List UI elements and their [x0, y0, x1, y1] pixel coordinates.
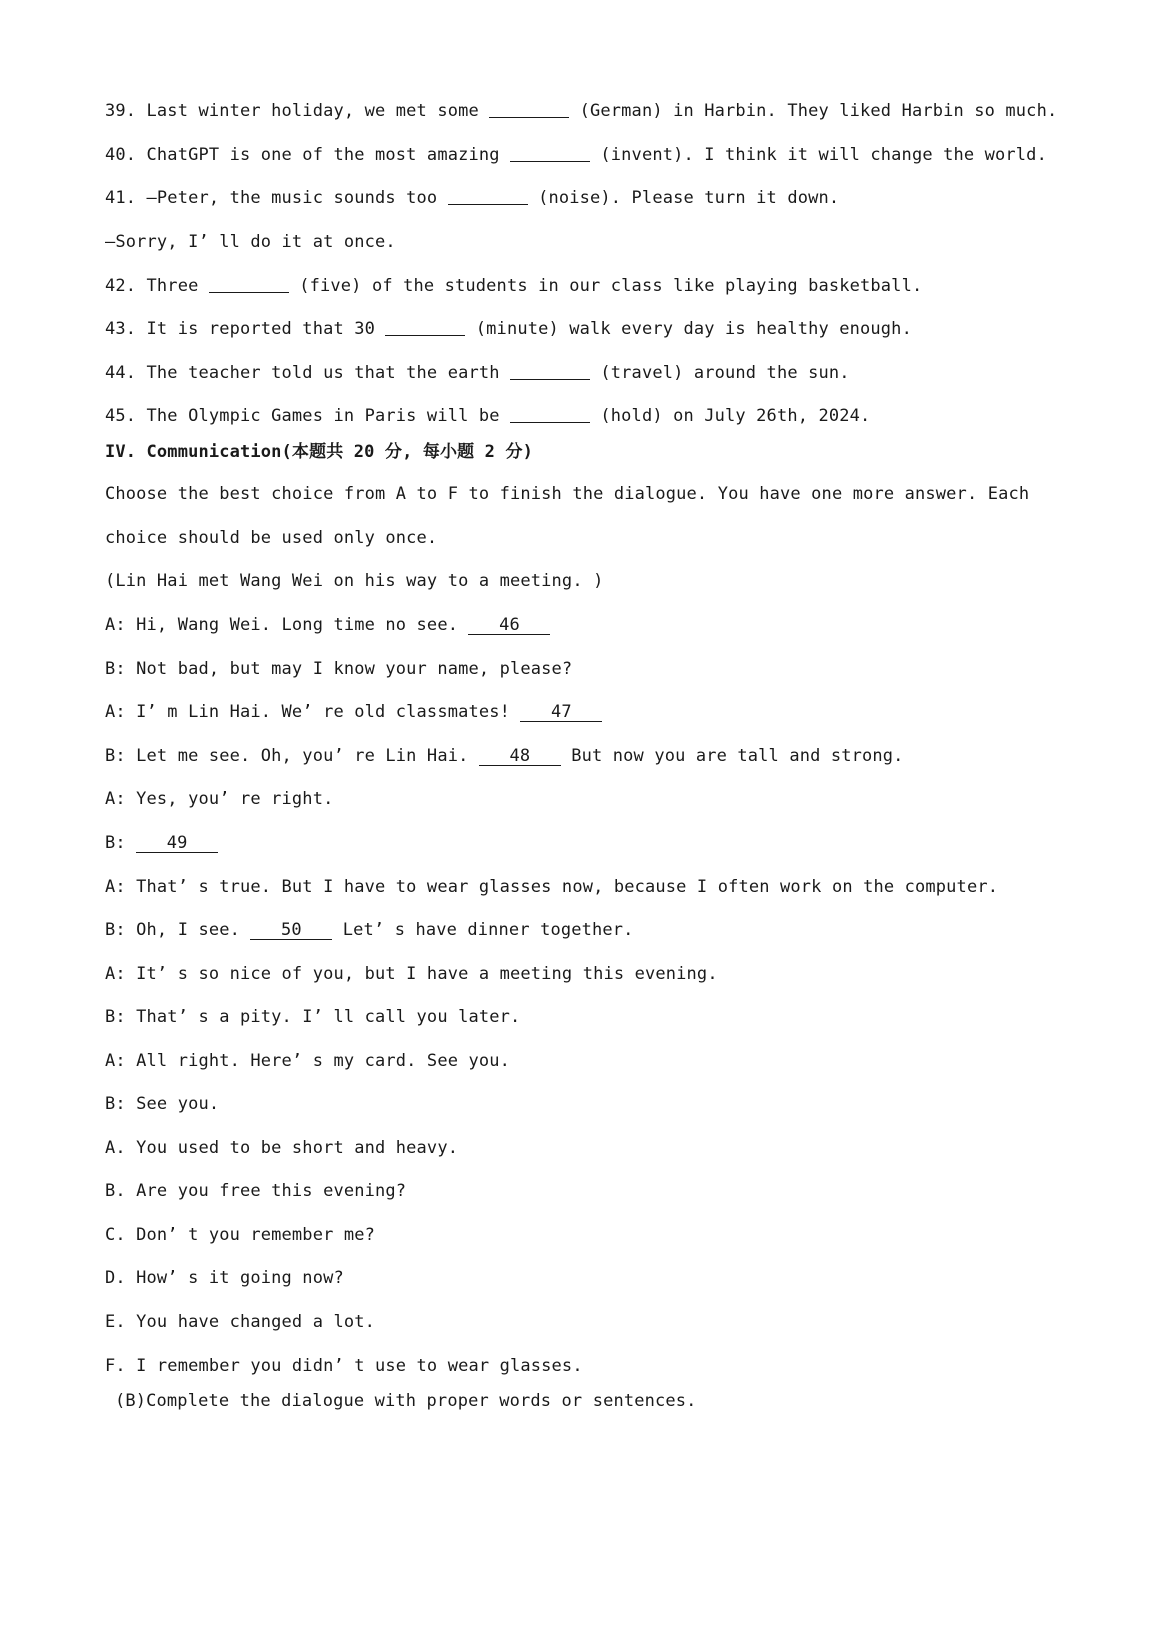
- answer-blank-42[interactable]: [209, 276, 289, 293]
- option-f: F. I remember you didn’ t use to wear glasses.: [105, 1356, 583, 1376]
- answer-blank-40[interactable]: [510, 145, 590, 162]
- answer-blank-48[interactable]: 48: [479, 747, 561, 766]
- instruction-line-2: choice should be used only once.: [105, 528, 438, 548]
- dialogue-line: B: Oh, I see. 50 Let’ s have dinner together.: [105, 920, 634, 940]
- option-d: D. How’ s it going now?: [105, 1268, 344, 1288]
- dialogue-line: A: It’ s so nice of you, but I have a meeting this evening.: [105, 964, 718, 984]
- question-39: 39. Last winter holiday, we met some (German) in Harbin. They liked Harbin so much.: [105, 101, 1058, 121]
- dialogue-line: A: All right. Here’ s my card. See you.: [105, 1051, 511, 1071]
- question-41-reply: —Sorry, I’ ll do it at once.: [105, 232, 396, 252]
- question-44: 44. The teacher told us that the earth (travel) around the sun.: [105, 363, 850, 383]
- dialogue-line: B: Not bad, but may I know your name, please?: [105, 659, 573, 679]
- answer-blank-43[interactable]: [385, 319, 465, 336]
- question-45: 45. The Olympic Games in Paris will be (hold) on July 26th, 2024.: [105, 406, 871, 426]
- dialogue-line: A: Hi, Wang Wei. Long time no see. 46: [105, 614, 550, 636]
- dialogue-context: (Lin Hai met Wang Wei on his way to a meeting. ): [105, 571, 604, 591]
- question-42: 42. Three (five) of the students in our class like playing basketball.: [105, 276, 923, 296]
- option-e: E. You have changed a lot.: [105, 1312, 376, 1332]
- dialogue-line: A: That’ s true. But I have to wear glasses now, because I often work on the computer.: [105, 877, 999, 897]
- answer-blank-46[interactable]: 46: [468, 616, 550, 635]
- question-41: 41. —Peter, the music sounds too (noise). Please turn it down.: [105, 188, 840, 208]
- answer-blank-49[interactable]: 49: [136, 834, 218, 853]
- option-a: A. You used to be short and heavy.: [105, 1138, 459, 1158]
- dialogue-line: A: Yes, you’ re right.: [105, 789, 334, 809]
- question-43: 43. It is reported that 30 (minute) walk every day is healthy enough.: [105, 319, 912, 339]
- dialogue-line: B: Let me see. Oh, you’ re Lin Hai. 48 But now you are tall and strong.: [105, 746, 904, 766]
- instruction-line-1: Choose the best choice from A to F to finish the dialogue. You have one more answer. Each: [105, 484, 1030, 504]
- answer-blank-47[interactable]: 47: [520, 703, 602, 722]
- answer-blank-50[interactable]: 50: [250, 921, 332, 940]
- dialogue-line: A: I’ m Lin Hai. We’ re old classmates! 47: [105, 701, 602, 723]
- option-b: B. Are you free this evening?: [105, 1181, 407, 1201]
- dialogue-line: B: That’ s a pity. I’ ll call you later.: [105, 1007, 521, 1027]
- answer-blank-44[interactable]: [510, 363, 590, 380]
- option-c: C. Don’ t you remember me?: [105, 1225, 376, 1245]
- part-b-heading: (B)Complete the dialogue with proper words or sentences.: [115, 1391, 697, 1411]
- question-40: 40. ChatGPT is one of the most amazing (invent). I think it will change the world.: [105, 145, 1047, 165]
- answer-blank-41[interactable]: [448, 188, 528, 205]
- section-heading: IV. Communication(本题共 20 分, 每小题 2 分): [105, 442, 533, 462]
- answer-blank-45[interactable]: [510, 406, 590, 423]
- answer-blank-39[interactable]: [489, 101, 569, 118]
- dialogue-line: B: 49: [105, 832, 218, 854]
- dialogue-line: B: See you.: [105, 1094, 220, 1114]
